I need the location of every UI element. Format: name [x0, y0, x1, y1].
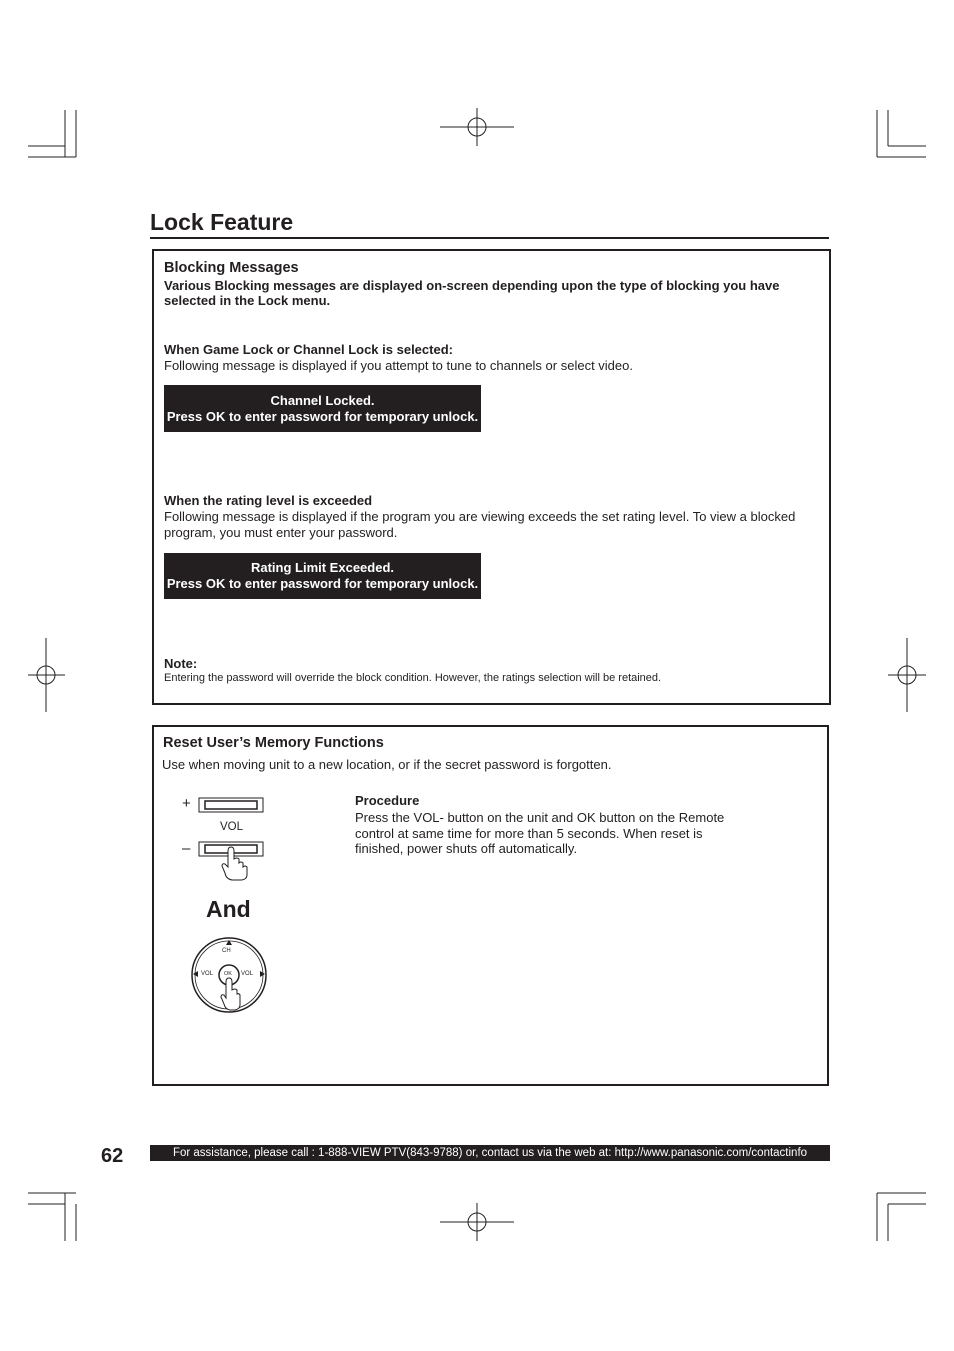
procedure-heading: Procedure [355, 793, 420, 808]
rating-text-line1: Following message is displayed if the program you are viewing exceeds the set rating level. To view a blocked [164, 509, 796, 524]
reset-memory-panel [152, 725, 829, 1086]
vol-label: VOL [220, 821, 244, 833]
blocking-messages-panel [152, 249, 831, 705]
remote-ch-label: CH [222, 948, 231, 954]
blocking-intro-line1: Various Blocking messages are displayed on-screen depending upon the type of blocking you have [164, 278, 780, 293]
game-lock-heading: When Game Lock or Channel Lock is selected: [164, 342, 453, 357]
rating-exceeded-message [164, 553, 481, 599]
footer-assistance-bar: For assistance, please call : 1-888-VIEW PTV(843-9788) or, contact us via the web at: http://www.panasonic.com/contactinfo [150, 1145, 830, 1161]
vol-plus-sign: + [182, 795, 191, 812]
registration-mark-icon [440, 108, 514, 146]
remote-vol-right-label: VOL [241, 971, 254, 977]
procedure-line2: control at same time for more than 5 seconds. When reset is [355, 826, 703, 841]
title-divider [150, 237, 829, 239]
reset-intro: Use when moving unit to a new location, or if the secret password is forgotten. [162, 757, 612, 772]
registration-mark-icon [28, 638, 65, 712]
procedure-line3: finished, power shuts off automatically. [355, 841, 578, 856]
rating-text-line2: program, you must enter your password. [164, 525, 398, 540]
note-heading: Note: [164, 656, 198, 671]
rating-heading: When the rating level is exceeded [164, 493, 373, 508]
rating-exceeded-line1: Rating Limit Exceeded. [250, 560, 395, 575]
registration-mark-icon [440, 1203, 514, 1241]
channel-locked-line1: Channel Locked. [270, 392, 375, 408]
procedure-line1: Press the VOL- button on the unit and OK button on the Remote [355, 810, 725, 825]
vol-minus-sign: – [182, 840, 191, 857]
channel-locked-message [164, 385, 481, 432]
game-lock-text: Following message is displayed if you attempt to tune to channels or select video. [164, 358, 633, 373]
blocking-heading: Blocking Messages [164, 260, 299, 276]
unit-volume-buttons-icon [195, 795, 270, 881]
page-number: 62 [101, 1145, 124, 1167]
remote-ok-label: OK [224, 971, 232, 977]
reset-heading: Reset User’s Memory Functions [163, 735, 384, 751]
page-title: Lock Feature [150, 209, 294, 235]
rating-exceeded-line2: Press OK to enter password for temporary unlock. [166, 576, 479, 591]
remote-vol-left-label: VOL [201, 971, 214, 977]
note-text: Entering the password will override the block condition. However, the ratings selection will be retained. [164, 672, 662, 684]
and-label: And [206, 896, 251, 922]
channel-locked-line2: Press OK to enter password for temporary unlock. [166, 408, 479, 424]
registration-mark-icon [888, 638, 926, 712]
blocking-intro-line2: selected in the Lock menu. [164, 293, 331, 308]
